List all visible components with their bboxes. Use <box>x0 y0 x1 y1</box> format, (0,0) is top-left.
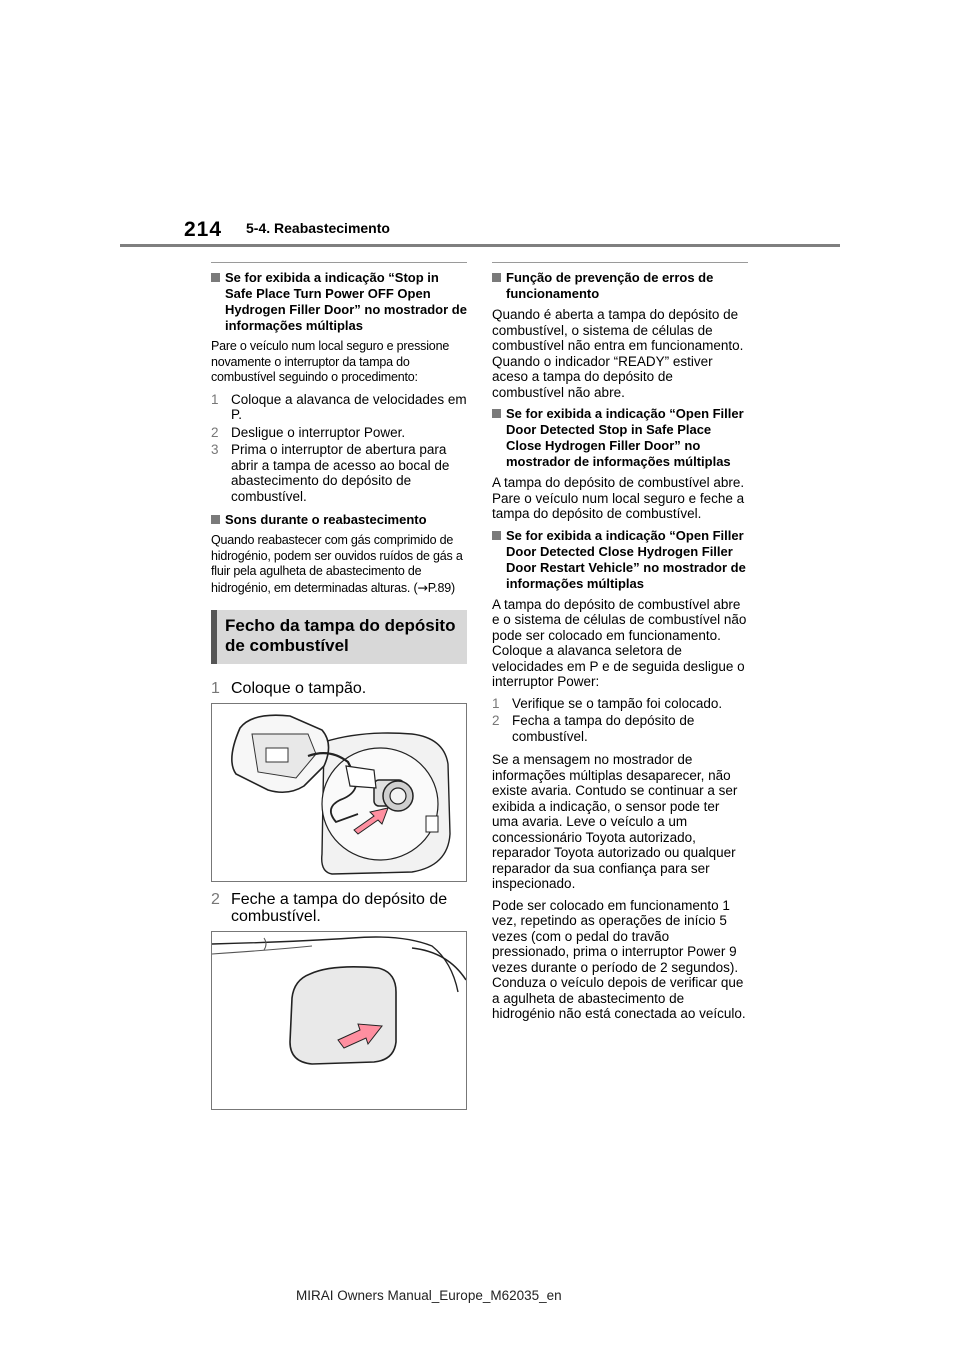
subheading-text: Sons durante o reabastecimento <box>225 512 427 527</box>
step-item <box>211 442 467 504</box>
subheading-open-filler-door-detected <box>492 406 748 470</box>
square-bullet-icon <box>492 531 501 540</box>
subheading-text: Função de prevenção de erros de funcionamento <box>506 270 714 301</box>
subheading-stop-in-safe-place <box>211 270 467 334</box>
paragraph-refuel-sounds <box>211 533 467 596</box>
section-title: 5-4. Reabastecimento <box>246 220 390 236</box>
step-text: Coloque a alavanca de velocidades em P. <box>231 391 467 422</box>
step-text: Verifique se o tampão foi colocado. <box>512 695 723 711</box>
square-bullet-icon <box>211 515 220 524</box>
step-number: 2 <box>211 424 219 440</box>
square-bullet-icon <box>211 273 220 282</box>
paragraph-text: Quando reabastecer com gás comprimido de hidrogénio, podem ser ouvidos ruídos de gás a fluir pela agulheta de abastecimento de hidrogénio, em determinadas alturas. ( <box>211 533 463 595</box>
step-number: 1 <box>211 680 220 697</box>
page-number: 214 <box>184 218 223 241</box>
left-column <box>211 262 467 1119</box>
figure-fuel-cap <box>211 703 467 882</box>
step-number: 2 <box>211 891 220 908</box>
step-item <box>211 392 467 423</box>
procedure-steps <box>211 392 467 505</box>
header-rule <box>120 244 840 247</box>
restart-steps <box>492 696 748 745</box>
page-reference-link[interactable]: P.89) <box>427 580 455 595</box>
step-number: 1 <box>211 391 219 407</box>
step-item <box>492 696 748 712</box>
step-item <box>211 425 467 441</box>
step-item-cap <box>211 680 467 697</box>
subheading-text: Se for exibida a indicação “Open Filler Door Detected Close Hydrogen Filler Door Restart Vehicle” no mostrador de informações múltiplas <box>506 527 746 591</box>
section-title-box <box>211 610 467 664</box>
subheading-restart-vehicle <box>492 528 748 592</box>
subheading-text: Se for exibida a indicação “Stop in Safe Place Turn Power OFF Open Hydrogen Filler Door” no mostrador de informações múltiplas <box>225 270 467 333</box>
footer-manual-id: MIRAI Owners Manual_Europe_M62035_en <box>296 1288 562 1303</box>
square-bullet-icon <box>492 409 501 418</box>
paragraph-emergency-start: Pode ser colocado em funcionamento 1 vez, repetindo as operações de início 5 vezes (com o pedal do travão pressionado, prima o interruptor Power 9 vezes durante o período de 2 segundos). Conduza o veículo depois de verificar que a agulheta de abastecimento de hidrogénio não está conectada ao veículo. <box>492 897 746 1021</box>
step-item-close-door <box>211 891 467 925</box>
step-text: Feche a tampa do depósito de combustível. <box>231 891 448 925</box>
step-text: Fecha a tampa do depósito de combustível. <box>512 713 695 744</box>
right-column <box>492 262 748 1028</box>
fuel-cap-illustration <box>212 704 466 876</box>
subheading-error-prevention <box>492 270 748 302</box>
step-number: 3 <box>211 442 219 457</box>
step-text: Prima o interruptor de abertura para abrir a tampa de acesso ao bocal de abastecimento do depósito de combustível. <box>231 442 450 504</box>
column-rule <box>492 262 748 263</box>
figure-close-door <box>211 931 467 1110</box>
paragraph-open-filler-door-detected: A tampa do depósito de combustível abre. Pare o veículo num local seguro e feche a tampa do depósito de combustível. <box>492 475 745 521</box>
paragraph-procedure-intro: Pare o veículo num local seguro e pressione novamente o interruptor da tampa do combustível seguindo o procedimento: <box>211 339 450 384</box>
paragraph-sensor-fault: Se a mensagem no mostrador de informações múltiplas desaparecer, não existe avaria. Contudo se continuar a ser exibida a indicação, o sensor pode ter uma avaria. Leve o veículo a um concessionário Toyota autorizado, reparador Toyota autorizado ou qualquer reparador da sua confiança para ser inspecionado. <box>492 752 738 891</box>
section-heading: Fecho da tampa do depósito de combustível <box>225 616 456 655</box>
subheading-refuel-sounds <box>211 512 467 528</box>
title-box-bar <box>211 610 217 664</box>
step-number: 2 <box>492 713 500 728</box>
paragraph-error-prevention: Quando é aberta a tampa do depósito de combustível, o sistema de células de combustível não entra em funcionamento. Quando o indicador “READY” estiver aceso a tampa do depósito de combustível não abre. <box>492 307 744 400</box>
subheading-text: Se for exibida a indicação “Open Filler Door Detected Stop in Safe Place Close Hydrogen Filler Door” no mostrador de informações múltiplas <box>506 406 744 469</box>
square-bullet-icon <box>492 273 501 282</box>
step-item <box>492 713 748 744</box>
page-reference-arrow-icon: → <box>417 579 428 595</box>
close-door-illustration <box>212 932 466 1104</box>
step-number: 1 <box>492 695 500 711</box>
step-text: Desligue o interruptor Power. <box>231 424 406 440</box>
step-text: Coloque o tampão. <box>231 680 367 697</box>
paragraph-restart-vehicle: A tampa do depósito de combustível abre e o sistema de células de combustível não pode ser colocado em funcionamento. Coloque a alavanca seletora de velocidades em P e de seguida desligue o interruptor Power: <box>492 596 747 689</box>
column-rule <box>211 262 467 263</box>
